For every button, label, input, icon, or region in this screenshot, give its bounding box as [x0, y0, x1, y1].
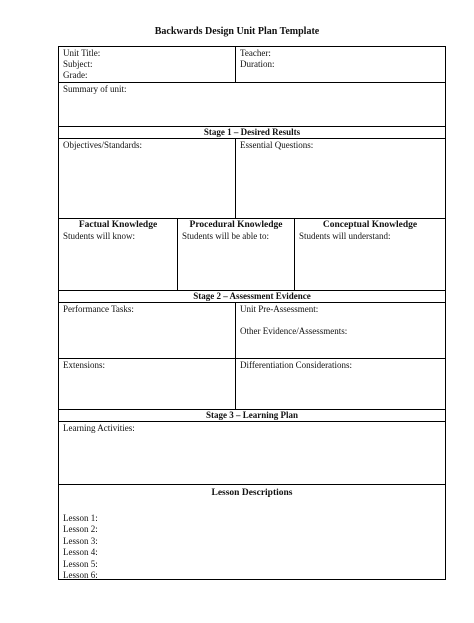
lesson-item: Lesson 5:: [63, 558, 98, 569]
essential-questions-label: Essential Questions:: [240, 140, 314, 150]
summary-row: [59, 83, 445, 127]
lesson-item: Lesson 3:: [63, 535, 98, 546]
summary-cell[interactable]: [59, 83, 445, 126]
factual-knowledge-cell[interactable]: [59, 219, 177, 290]
lesson-item: Lesson 2:: [63, 524, 98, 535]
essential-questions-cell[interactable]: [235, 139, 445, 218]
conceptual-knowledge-cell[interactable]: [294, 219, 445, 290]
stage1-header: Stage 1 – Desired Results: [203, 127, 301, 137]
pre-assessment-label: Unit Pre-Assessment:: [240, 304, 319, 314]
conceptual-knowledge-sub: Students will understand:: [299, 231, 391, 241]
unit-title-label: Unit Title:: [63, 48, 101, 58]
lesson-list: [63, 513, 441, 579]
info-row: [59, 47, 445, 83]
teacher-info-cell[interactable]: [235, 47, 445, 82]
other-evidence-label: Other Evidence/Assessments:: [240, 326, 348, 336]
grade-label: Grade:: [63, 70, 88, 80]
extensions-cell[interactable]: [59, 359, 235, 409]
learning-activities-label: Learning Activities:: [63, 423, 135, 433]
lesson-item: Lesson 6:: [63, 570, 98, 579]
objectives-row: [59, 139, 445, 219]
conceptual-knowledge-heading: Conceptual Knowledge: [322, 220, 418, 230]
stage2-header: Stage 2 – Assessment Evidence: [193, 291, 311, 301]
factual-knowledge-sub: Students will know:: [63, 231, 136, 241]
stage1-header-row: [59, 127, 445, 139]
document-title: Backwards Design Unit Plan Template: [154, 26, 320, 37]
objectives-label: Objectives/Standards:: [63, 140, 142, 150]
knowledge-row: [59, 219, 445, 291]
lesson-descriptions-row: [59, 485, 445, 579]
lesson-descriptions-cell[interactable]: [59, 485, 445, 579]
pre-assessment-cell[interactable]: [235, 303, 445, 358]
subject-label: Subject:: [63, 59, 93, 69]
extensions-label: Extensions:: [63, 360, 105, 370]
procedural-knowledge-heading: Procedural Knowledge: [189, 220, 283, 230]
extensions-row: [59, 359, 445, 410]
stage3-header-row: [59, 410, 445, 422]
procedural-knowledge-cell[interactable]: [177, 219, 294, 290]
performance-tasks-label: Performance Tasks:: [63, 304, 134, 314]
lesson-descriptions-heading: Lesson Descriptions: [211, 488, 293, 498]
lesson-item: Lesson 4:: [63, 547, 98, 558]
learning-activities-cell[interactable]: [59, 422, 445, 484]
factual-knowledge-heading: Factual Knowledge: [78, 220, 158, 230]
procedural-knowledge-sub: Students will be able to:: [182, 231, 269, 241]
performance-row: [59, 303, 445, 359]
performance-tasks-cell[interactable]: [59, 303, 235, 358]
differentiation-label: Differentiation Considerations:: [240, 360, 353, 370]
summary-label: Summary of unit:: [63, 84, 127, 94]
objectives-cell[interactable]: [59, 139, 235, 218]
learning-activities-row: [59, 422, 445, 485]
differentiation-cell[interactable]: [235, 359, 445, 409]
stage2-header-row: [59, 291, 445, 303]
teacher-label: Teacher:: [240, 48, 271, 58]
lesson-item: Lesson 1:: [63, 513, 98, 523]
stage3-header: Stage 3 – Learning Plan: [205, 410, 298, 420]
unit-info-cell[interactable]: [59, 47, 235, 82]
duration-label: Duration:: [240, 59, 275, 69]
unit-plan-table: [58, 46, 446, 580]
